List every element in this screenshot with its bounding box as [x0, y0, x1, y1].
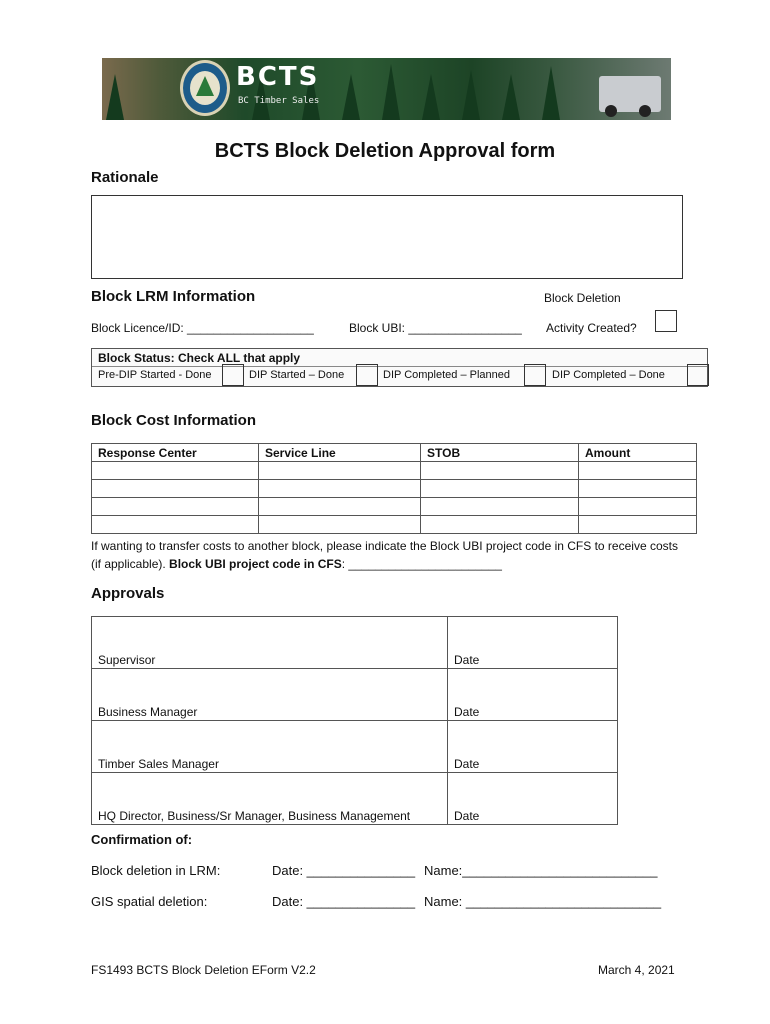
block-ubi-field[interactable]: Block UBI: _________________ [349, 321, 522, 335]
status-checkbox-dip-planned[interactable] [524, 364, 546, 386]
tree-graphic [106, 74, 124, 120]
activity-created-checkbox[interactable] [655, 310, 677, 332]
cost-cell[interactable] [421, 462, 579, 480]
cost-transfer-note [91, 537, 691, 573]
rationale-heading: Rationale [91, 169, 159, 186]
approval-date-label: Date [454, 757, 480, 771]
form-title: BCTS Block Deletion Approval form [214, 140, 556, 162]
tree-graphic [542, 66, 560, 120]
status-checkbox-dip-started[interactable] [356, 364, 378, 386]
cost-cell[interactable] [579, 462, 697, 480]
tree-graphic [422, 74, 440, 120]
bcts-seal-logo [180, 60, 230, 116]
cost-cell[interactable] [259, 480, 421, 498]
confirm-lrm-label: Block deletion in LRM: [91, 863, 221, 878]
approval-date-label: Date [454, 705, 480, 719]
approval-role: Supervisor [98, 653, 156, 667]
confirm-lrm-date-field[interactable]: Date: _______________ [272, 863, 416, 878]
table-row [92, 498, 697, 516]
cost-cell[interactable] [92, 480, 259, 498]
tree-graphic [502, 74, 520, 120]
approval-date-cell[interactable] [448, 617, 618, 669]
table-row [92, 773, 618, 825]
block-status-heading: Block Status: Check ALL that apply [98, 351, 301, 365]
table-row [92, 516, 697, 534]
col-amount: Amount [579, 444, 697, 462]
cost-cell[interactable] [259, 498, 421, 516]
cost-cell[interactable] [579, 480, 697, 498]
cost-cell[interactable] [92, 462, 259, 480]
approval-date-label: Date [454, 653, 480, 667]
header-banner [102, 58, 671, 120]
approval-signature-cell[interactable] [92, 617, 448, 669]
approval-date-cell[interactable] [448, 773, 618, 825]
approval-signature-cell[interactable] [92, 721, 448, 773]
approval-date-label: Date [454, 809, 480, 823]
tree-graphic [382, 64, 400, 120]
cost-table [91, 443, 697, 534]
table-row [92, 617, 618, 669]
cost-cell[interactable] [421, 516, 579, 534]
table-row [92, 462, 697, 480]
cost-cell[interactable] [421, 498, 579, 516]
approval-role: Timber Sales Manager [98, 757, 219, 771]
col-response-center: Response Center [92, 444, 259, 462]
block-deletion-label: Block Deletion [544, 291, 621, 305]
logo-title: BCTS [236, 62, 320, 92]
status-option-label: DIP Started – Done [249, 369, 345, 381]
cost-note-field[interactable]: : _______________________ [341, 557, 502, 571]
rationale-textarea[interactable] [91, 195, 683, 279]
approval-signature-cell[interactable] [92, 773, 448, 825]
tree-graphic [342, 74, 360, 120]
cost-note-bold: Block UBI project code in CFS [169, 557, 342, 571]
approvals-table [91, 616, 618, 825]
status-option-label: DIP Completed – Planned [383, 369, 510, 381]
confirm-lrm-name-field[interactable]: Name:___________________________ [424, 863, 658, 878]
confirm-gis-label: GIS spatial deletion: [91, 894, 208, 909]
confirm-gis-name-field[interactable]: Name: ___________________________ [424, 894, 662, 909]
status-option-label: DIP Completed – Done [552, 369, 665, 381]
approval-signature-cell[interactable] [92, 669, 448, 721]
activity-created-label: Activity Created? [546, 321, 637, 335]
confirm-gis-date-field[interactable]: Date: _______________ [272, 894, 416, 909]
cost-cell[interactable] [579, 498, 697, 516]
approvals-heading: Approvals [91, 585, 165, 602]
approval-role: HQ Director, Business/Sr Manager, Business Management [98, 809, 411, 823]
cost-cell[interactable] [92, 498, 259, 516]
status-checkbox-predip[interactable] [222, 364, 244, 386]
cost-cell[interactable] [259, 462, 421, 480]
confirmation-heading: Confirmation of: [91, 832, 193, 847]
col-service-line: Service Line [259, 444, 421, 462]
cost-cell[interactable] [421, 480, 579, 498]
cost-heading: Block Cost Information [91, 412, 257, 429]
status-option-label: Pre-DIP Started - Done [98, 369, 212, 381]
footer-date: March 4, 2021 [598, 963, 675, 977]
status-checkbox-dip-done[interactable] [687, 364, 709, 386]
col-stob: STOB [421, 444, 579, 462]
footer-form-id: FS1493 BCTS Block Deletion EForm V2.2 [91, 963, 316, 977]
tree-graphic [462, 70, 480, 120]
cost-cell[interactable] [259, 516, 421, 534]
truck-image [599, 76, 661, 112]
table-row [92, 669, 618, 721]
table-row [92, 721, 618, 773]
cost-cell[interactable] [579, 516, 697, 534]
lrm-heading: Block LRM Information [91, 288, 256, 305]
block-licence-field[interactable]: Block Licence/ID: ___________________ [91, 321, 314, 335]
cost-cell[interactable] [92, 516, 259, 534]
approval-date-cell[interactable] [448, 669, 618, 721]
table-row [92, 480, 697, 498]
approval-role: Business Manager [98, 705, 198, 719]
block-status-panel [91, 348, 708, 387]
logo-subtitle: BC Timber Sales [238, 96, 320, 106]
cost-note-text: If wanting to transfer costs to another block, please indicate the Block UBI project code in CFS to receive costs (if applicable). [91, 539, 678, 571]
approval-date-cell[interactable] [448, 721, 618, 773]
table-header-row [92, 444, 697, 462]
